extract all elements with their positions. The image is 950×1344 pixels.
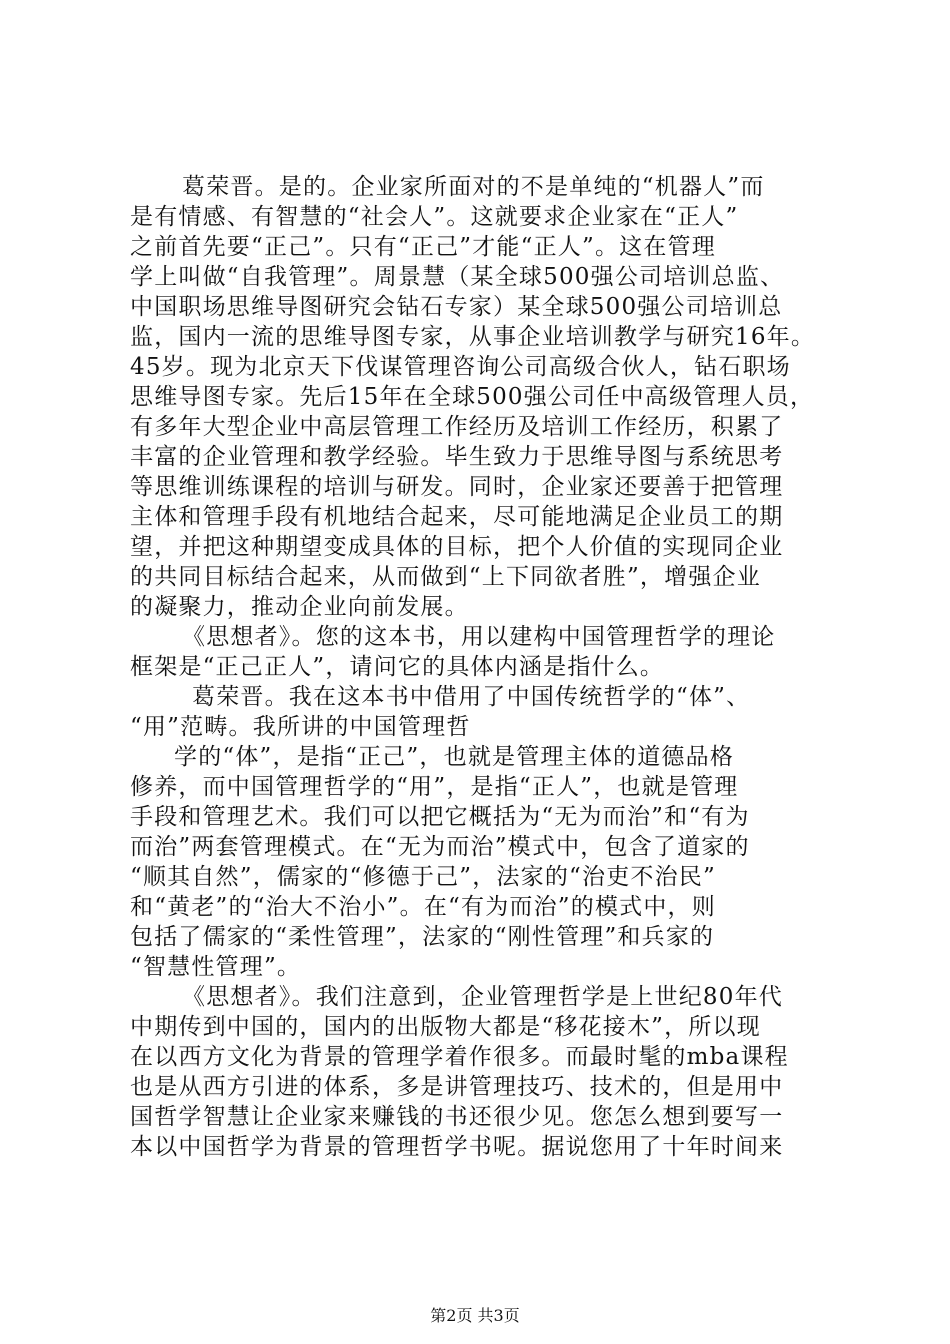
- text-line: 思维导图专家。先后15年在全球500强公司任中高级管理人员，: [130, 384, 815, 410]
- text-line: “智慧性管理”。: [130, 954, 302, 980]
- text-line: 主体和管理手段有机地结合起来，尽可能地满足企业员工的期: [130, 504, 784, 530]
- text-line: 框架是“正己正人”，请问它的具体内涵是指什么。: [130, 654, 665, 680]
- text-line: 是有情感、有智慧的“社会人”。这就要求企业家在“正人”: [130, 204, 739, 230]
- text-line: 的凝聚力，推动企业向前发展。: [130, 594, 469, 620]
- text-line: 丰富的企业管理和教学经验。毕生致力于思维导图与系统思考: [130, 444, 784, 470]
- text-line: 学上叫做“自我管理”。周景慧（某全球500强公司培训总监、: [130, 264, 785, 290]
- text-line: 中期传到中国的，国内的出版物大都是“移花接木”，所以现: [130, 1014, 761, 1040]
- text-line: 中国职场思维导图研究会钻石专家）某全球500强公司培训总: [130, 294, 783, 320]
- text-line: 葛荣晋。是的。企业家所面对的不是单纯的“机器人”而: [182, 174, 765, 200]
- text-line: 学的“体”，是指“正己”，也就是管理主体的道德品格: [174, 744, 735, 770]
- text-line: 的共同目标结合起来，从而做到“上下同欲者胜”，增强企业: [130, 564, 761, 590]
- text-line: 修养，而中国管理哲学的“用”，是指“正人”，也就是管理: [130, 774, 739, 800]
- text-line: 等思维训练课程的培训与研发。同时，企业家还要善于把管理: [130, 474, 784, 500]
- body-text: [130, 172, 830, 1162]
- text-line: 在以西方文化为背景的管理学着作很多。而最时髦的mba课程: [130, 1044, 789, 1070]
- text-line: 望，并把这种期望变成具体的目标，把个人价值的实现同企业: [130, 534, 784, 560]
- text-line: 手段和管理艺术。我们可以把它概括为“无为而治”和“有为: [130, 804, 750, 830]
- text-line: 监，国内一流的思维导图专家，从事企业培训教学与研究16年。: [130, 324, 816, 350]
- text-line: 《思想者》。您的这本书，用以建构中国管理哲学的理论: [182, 624, 776, 650]
- text-line: 也是从西方引进的体系，多是讲管理技巧、技术的，但是用中: [130, 1074, 784, 1100]
- page-number-footer: 第2页 共3页: [430, 1306, 520, 1325]
- text-line: 国哲学智慧让企业家来赚钱的书还很少见。您怎么想到要写一: [130, 1104, 784, 1130]
- text-line: “顺其自然”，儒家的“修德于己”，法家的“治吏不治民”: [130, 864, 716, 890]
- text-line: 45岁。现为北京天下伐谋管理咨询公司高级合伙人，钻石职场: [130, 354, 791, 380]
- text-line: 之前首先要“正己”。只有“正己”才能“正人”。这在管理: [130, 234, 716, 260]
- text-line: 和“黄老”的“治大不治小”。在“有为而治”的模式中，则: [130, 894, 716, 920]
- text-line: 包括了儒家的“柔性管理”，法家的“刚性管理”和兵家的: [130, 924, 715, 950]
- text-line: “用”范畴。我所讲的中国管理哲: [130, 714, 471, 740]
- text-line: 本以中国哲学为背景的管理哲学书呢。据说您用了十年时间来: [130, 1134, 784, 1160]
- text-line: 葛荣晋。我在这本书中借用了中国传统哲学的“体”、: [192, 684, 751, 710]
- text-line: 而治”两套管理模式。在“无为而治”模式中，包含了道家的: [130, 834, 750, 860]
- text-line: 《思想者》。我们注意到，企业管理哲学是上世纪80年代: [182, 984, 783, 1010]
- text-line: 有多年大型企业中高层管理工作经历及培训工作经历，积累了: [130, 414, 784, 440]
